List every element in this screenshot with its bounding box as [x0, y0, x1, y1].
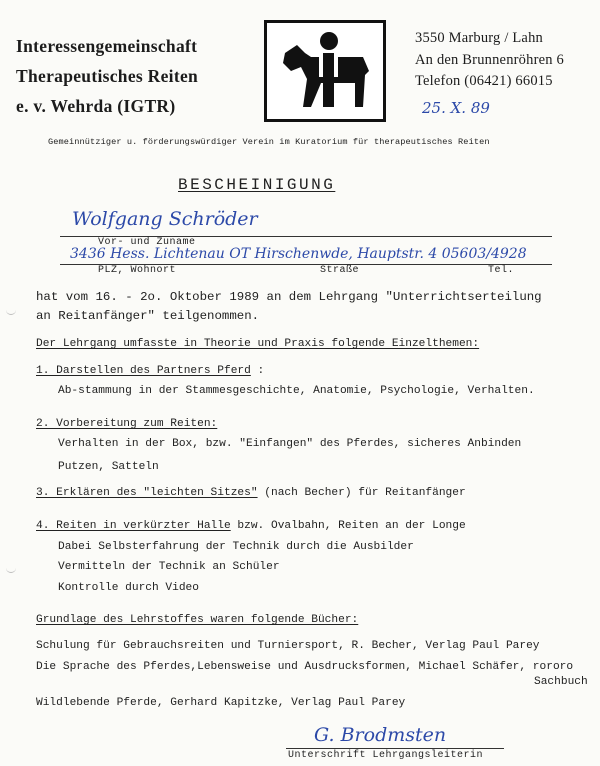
handwritten-signature: G. Brodmsten — [314, 724, 447, 746]
topic-2-line-1: Verhalten in der Box, bzw. "Einfangen" des Pferdes, sicheres Anbinden — [58, 438, 522, 450]
topic-2-line-2: Putzen, Satteln — [58, 461, 159, 473]
org-name-line3: e. v. Wehrda (IGTR) — [16, 96, 176, 116]
books-heading: Grundlage des Lehrstoffes waren folgende Bücher: — [36, 614, 359, 626]
signature-label: Unterschrift Lehrgangsleiterin — [288, 750, 484, 761]
name-label: Vor- und Zuname — [98, 237, 196, 248]
plz-label: PLZ, Wohnort — [98, 265, 177, 276]
topic-4-title: 4. Reiten in verkürzter Halle bzw. Ovalbahn, Reiten an der Longe — [36, 520, 466, 532]
org-name-line2: Therapeutisches Reiten — [16, 66, 199, 86]
book-2: Die Sprache des Pferdes,Lebensweise und Ausdrucksformen, Michael Schäfer, rororo — [36, 661, 574, 673]
topic-1-title: 1. Darstellen des Partners Pferd : — [36, 365, 265, 377]
address-city: 3550 Marburg / Lahn — [415, 30, 543, 46]
horse-rider-logo-icon — [264, 20, 386, 122]
intro-line1: hat vom 16. - 2o. Oktober 1989 an dem Lehrgang "Unterrichtserteilung — [36, 290, 542, 304]
book-1: Schulung für Gebrauchsreiten und Turniersport, R. Becher, Verlag Paul Parey — [36, 640, 540, 652]
document-title: BESCHEINIGUNG — [178, 176, 336, 194]
address-phone: Telefon (06421) 66015 — [415, 73, 553, 89]
topic-2-title: 2. Vorbereitung zum Reiten: — [36, 418, 218, 430]
topic-1-line-1: Ab-stammung in der Stammesgeschichte, Anatomie, Psychologie, Verhalten. — [58, 385, 535, 397]
recipient-name: Wolfgang Schröder — [72, 208, 258, 230]
org-tagline: Gemeinnütziger u. förderungswürdiger Verein im Kuratorium für therapeutisches Reiten — [48, 137, 490, 147]
book-3: Wildlebende Pferde, Gerhard Kapitzke, Verlag Paul Parey — [36, 697, 406, 709]
address-street: An den Brunnenröhren 6 — [415, 52, 564, 68]
handwritten-date: 25. X. 89 — [422, 99, 490, 117]
org-name-line1: Interessengemeinschaft — [16, 36, 198, 56]
recipient-address: 3436 Hess. Lichtenau OT Hirschenwde, Hauptstr. 4 05603/4928 — [70, 246, 527, 262]
book-2-continued: Sachbuch — [534, 676, 588, 688]
topic-4-line-1: Dabei Selbsterfahrung der Technik durch die Ausbilder — [58, 541, 414, 553]
topic-3-title: 3. Erklären des "leichten Sitzes" (nach Becher) für Reitanfänger — [36, 487, 466, 499]
topics-heading: Der Lehrgang umfasste in Theorie und Praxis folgende Einzelthemen: — [36, 338, 480, 350]
street-label: Straße — [320, 265, 360, 276]
topic-4-line-2: Vermitteln der Technik an Schüler — [58, 561, 280, 573]
tel-label: Tel. — [488, 265, 515, 276]
intro-line2: an Reitanfänger" teilgenommen. — [36, 309, 260, 323]
topic-4-line-3: Kontrolle durch Video — [58, 582, 199, 594]
